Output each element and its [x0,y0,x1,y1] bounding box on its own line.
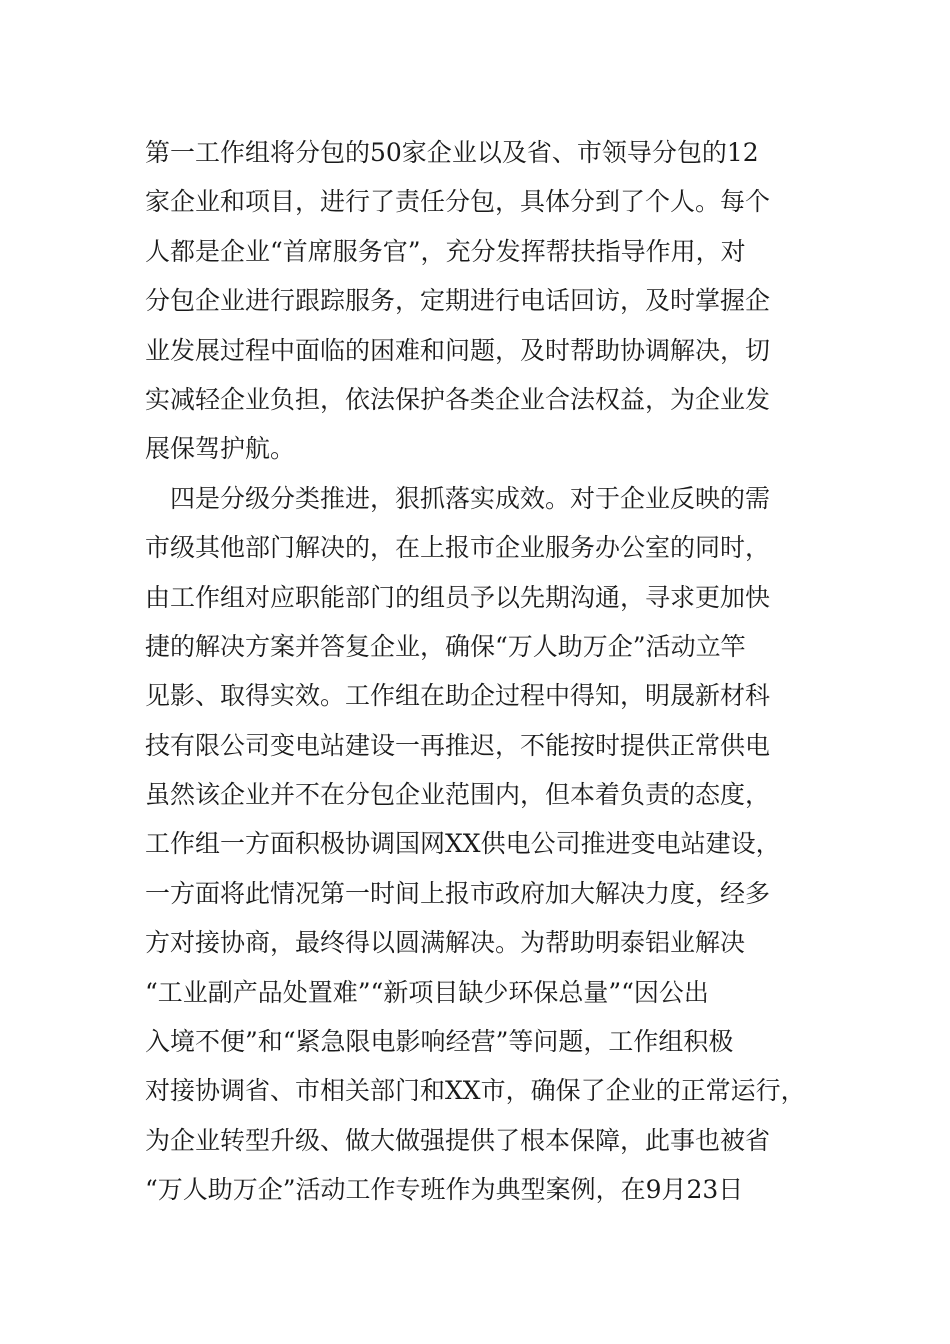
text-line: 分包企业进行跟踪服务，定期进行电话回访，及时掌握企 [145,286,771,316]
text-line: 捷的解决方案并答复企业，确保“万人助万企”活动立竿 [145,631,746,661]
text-line: “工业副产品处置难”“新项目缺少环保总量”“因公出 [145,977,709,1007]
text-line: 方对接协商，最终得以圆满解决。为帮助明泰铝业解决 [145,928,746,958]
text-line: 展保驾护航。 [145,434,296,464]
text-line: 见影、取得实效。工作组在助企过程中得知，明晟新材科 [145,681,771,711]
text-line: 虽然该企业并不在分包企业范围内，但本着负责的态度， [145,780,771,810]
text-line: 一方面将此情况第一时间上报市政府加大解决力度，经多 [145,878,771,908]
text-line: 入境不便”和“紧急限电影响经营”等问题，工作组积极 [145,1027,734,1057]
text-line: 四是分级分类推进，狠抓落实成效。对于企业反映的需 [145,483,771,513]
text-line: 家企业和项目，进行了责任分包，具体分到了个人。每个 [145,187,771,217]
text-line: 市级其他部门解决的，在上报市企业服务办公室的同时， [145,533,771,563]
text-line: 由工作组对应职能部门的组员予以先期沟通，寻求更加快 [145,582,771,612]
text-line: 对接协调省、市相关部门和XX市，确保了企业的正常运行， [145,1076,806,1106]
text-line: 技有限公司变电站建设一再推迟，不能按时提供正常供电 [145,730,771,760]
text-line: 工作组一方面积极协调国网XX供电公司推进变电站建设， [145,829,781,859]
body-text [145,128,845,1215]
text-line: 实减轻企业负担，依法保护各类企业合法权益，为企业发 [145,384,771,414]
text-line: 第一工作组将分包的50家企业以及省、市领导分包的12 [145,138,759,167]
text-line: “万人助万企”活动工作专班作为典型案例，在9月23日 [145,1175,744,1205]
text-line: 为企业转型升级、做大做强提供了根本保障，此事也被省 [145,1125,771,1155]
text-line: 人都是企业“首席服务官”，充分发挥帮扶指导作用，对 [145,236,746,266]
text-line: 业发展过程中面临的困难和问题，及时帮助协调解决，切 [145,335,771,365]
